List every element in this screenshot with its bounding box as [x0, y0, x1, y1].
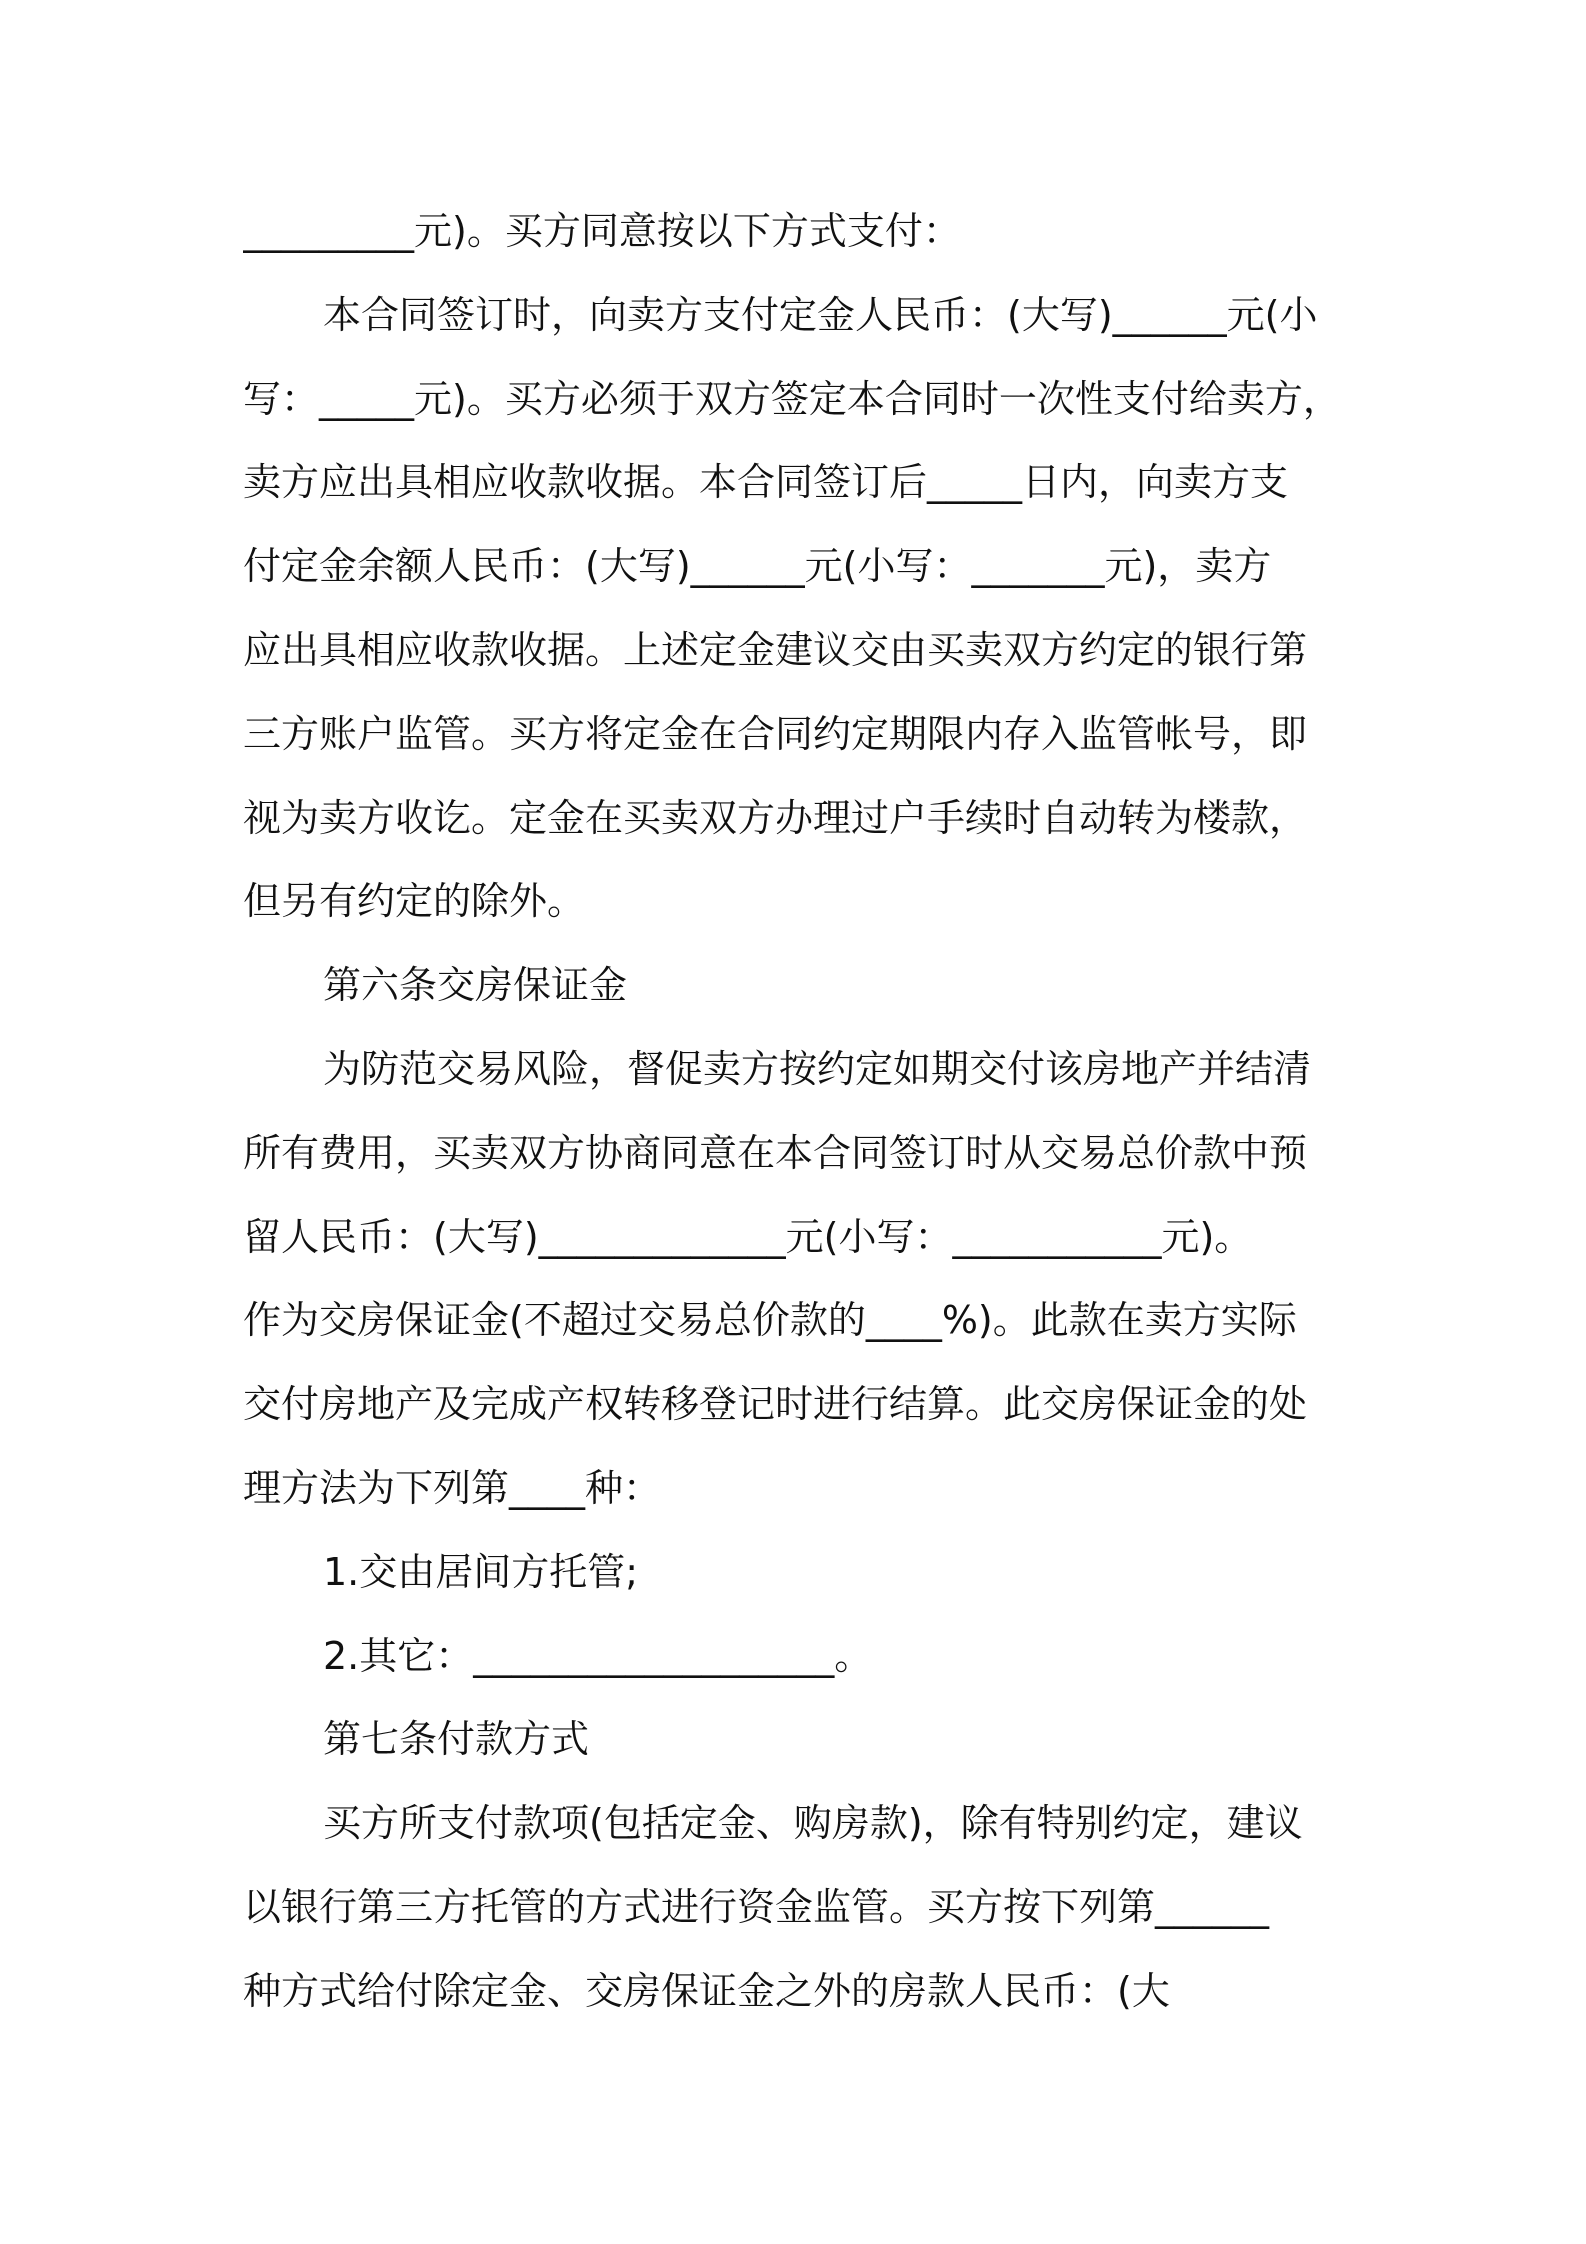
text-line: 理方法为下列第____种：: [243, 1465, 662, 1510]
text-line: 为防范交易风险，督促卖方按约定如期交付该房地产并结清: [323, 1046, 1312, 1091]
text-line: 留人民币：(大写)_____________元(小写：___________元)。: [243, 1214, 1253, 1259]
text-line: 买方所支付款项(包括定金、购房款)，除有特别约定，建议: [323, 1801, 1303, 1846]
text-line: 写：_____元)。买方必须于双方签定本合同时一次性支付给卖方，: [243, 376, 1341, 421]
text-line: 应出具相应收款收据。上述定金建议交由买卖双方约定的银行第: [243, 627, 1308, 672]
text-line: 作为交房保证金(不超过交易总价款的____%)。此款在卖方实际: [243, 1298, 1297, 1343]
text-line: 视为卖方收讫。定金在买卖双方办理过户手续时自动转为楼款，: [243, 795, 1308, 840]
document-body: [243, 190, 1353, 2034]
text-line: 付定金余额人民币：(大写)______元(小写：_______元)，卖方: [243, 544, 1272, 589]
text-line: _________元)。买方同意按以下方式支付：: [243, 209, 961, 253]
text-line: 以银行第三方托管的方式进行资金监管。买方按下列第______: [243, 1884, 1270, 1929]
section-heading: 第六条交房保证金: [323, 963, 628, 1008]
text-line: 卖方应出具相应收款收据。本合同签订后_____日内，向卖方支: [243, 460, 1289, 505]
text-line: 本合同签订时，向卖方支付定金人民币：(大写)______元(小: [323, 292, 1318, 337]
text-line: 所有费用，买卖双方协商同意在本合同签订时从交易总价款中预: [243, 1130, 1308, 1175]
text-line: 但另有约定的除外。: [243, 879, 586, 924]
list-item: 2.其它：___________________。: [323, 1633, 873, 1678]
text-line: 交付房地产及完成产权转移登记时进行结算。此交房保证金的处: [243, 1382, 1308, 1427]
text-line: 三方账户监管。买方将定金在合同约定期限内存入监管帐号，即: [243, 711, 1308, 756]
text-line: 种方式给付除定金、交房保证金之外的房款人民币：(大: [243, 1968, 1170, 2013]
section-heading: 第七条付款方式: [323, 1717, 590, 1762]
list-item: 1.交由居间方托管;: [323, 1549, 639, 1594]
